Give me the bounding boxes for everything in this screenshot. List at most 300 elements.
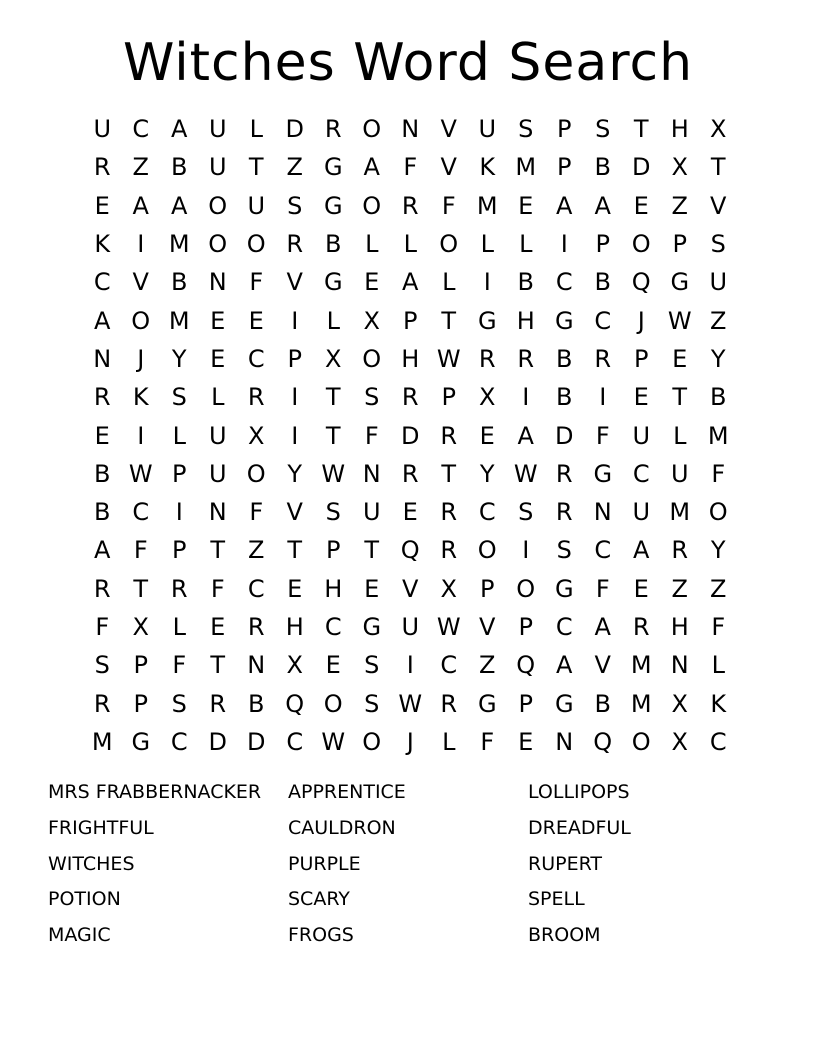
grid-letter: C [478, 498, 496, 527]
grid-letter: F [595, 574, 610, 603]
word-list-item: LOLLIPOPS [528, 781, 630, 803]
grid-letter: W [321, 459, 346, 488]
grid-letter: R [632, 613, 650, 641]
grid-letter: T [133, 574, 149, 603]
word-list-item: DREADFUL [528, 816, 631, 839]
grid-letter: A [633, 536, 650, 565]
grid-letter: U [93, 115, 112, 144]
grid-letter: T [248, 153, 264, 182]
word-list-item: RUPERT [528, 852, 602, 875]
grid-letter: W [436, 613, 461, 641]
grid-letter: S [710, 230, 726, 259]
grid-letter: L [211, 383, 225, 412]
grid-letter: M [168, 230, 190, 259]
grid-letter: I [291, 421, 299, 450]
grid-letter: O [631, 230, 651, 259]
grid-letter: E [325, 651, 341, 680]
grid-letter: A [594, 613, 611, 641]
grid-letter: S [364, 689, 380, 718]
grid-letter: L [519, 230, 533, 259]
grid-letter: T [364, 536, 380, 565]
word-list-item: SCARY [288, 888, 350, 911]
grid-letter: V [440, 153, 457, 182]
grid-letter: T [672, 383, 688, 412]
grid-letter: J [406, 727, 414, 756]
grid-letter: R [93, 153, 111, 182]
grid-letter: R [440, 536, 458, 565]
grid-letter: A [171, 191, 188, 220]
grid-letter: B [248, 689, 265, 718]
grid-letter: X [286, 651, 303, 680]
grid-letter: Z [671, 574, 688, 603]
grid-letter: F [172, 651, 187, 680]
grid-letter: R [555, 459, 573, 488]
grid-letter: H [670, 115, 689, 144]
grid-letter: Z [671, 191, 688, 220]
grid-letter: U [362, 498, 381, 527]
grid-letter: C [594, 306, 612, 335]
grid-letter: R [170, 574, 188, 603]
grid-letter: O [362, 344, 382, 373]
grid-letter: R [247, 613, 265, 641]
grid-letter: R [247, 383, 265, 412]
grid-letter: J [137, 344, 145, 373]
grid-letter: I [291, 306, 299, 335]
grid-letter: N [247, 651, 266, 680]
grid-letter: F [403, 153, 418, 182]
grid-letter: C [247, 574, 265, 603]
grid-letter: R [440, 689, 458, 718]
grid-letter: Z [248, 536, 265, 565]
grid-letter: G [554, 306, 574, 335]
grid-letter: G [131, 727, 151, 756]
grid-letter: T [633, 115, 649, 144]
grid-letter: E [633, 383, 649, 412]
grid-letter: U [208, 459, 227, 488]
grid-letter: I [175, 498, 183, 527]
grid-letter: B [594, 268, 611, 297]
grid-letter: E [364, 574, 380, 603]
grid-letter: E [94, 421, 110, 450]
grid-letter: E [210, 306, 226, 335]
grid-letter: O [246, 230, 266, 259]
grid-letter: R [671, 536, 689, 565]
grid-letter: Z [479, 651, 496, 680]
grid-letter: M [168, 306, 190, 335]
grid-letter: N [401, 115, 420, 144]
grid-letter: I [560, 230, 568, 259]
grid-letter: P [133, 651, 148, 680]
word-list-item: PURPLE [288, 852, 361, 875]
grid-letter: D [208, 727, 227, 756]
grid-letter: A [94, 306, 111, 335]
grid-letter: S [556, 536, 572, 565]
grid-letter: B [325, 230, 342, 259]
grid-letter: Y [171, 344, 187, 373]
grid-letter: L [442, 268, 456, 297]
grid-letter: L [403, 230, 417, 259]
grid-letter: C [709, 727, 727, 756]
grid-letter: Z [710, 306, 727, 335]
grid-letter: X [710, 115, 727, 144]
grid-letter: F [210, 574, 225, 603]
grid-letter: E [518, 191, 534, 220]
grid-letter: T [441, 306, 457, 335]
grid-letter: U [208, 153, 227, 182]
grid-letter: R [478, 344, 496, 373]
grid-letter: U [478, 115, 497, 144]
grid-letter: V [402, 574, 419, 603]
grid-letter: R [209, 689, 227, 718]
grid-letter: X [671, 727, 688, 756]
grid-letter: C [170, 727, 188, 756]
grid-letter: N [362, 459, 381, 488]
grid-letter: R [401, 383, 419, 412]
grid-letter: M [515, 153, 537, 182]
grid-letter: E [210, 613, 226, 641]
grid-letter: T [210, 651, 226, 680]
grid-letter: L [673, 421, 687, 450]
grid-letter: M [476, 191, 498, 220]
grid-letter: G [554, 574, 574, 603]
grid-letter: F [95, 613, 110, 641]
grid-letter: I [483, 268, 491, 297]
grid-letter: M [630, 651, 652, 680]
grid-letter: O [246, 459, 266, 488]
grid-letter: R [324, 115, 342, 144]
grid-letter: O [708, 498, 728, 527]
grid-letter: R [440, 421, 458, 450]
grid-letter: P [403, 306, 418, 335]
grid-letter: W [128, 459, 153, 488]
grid-letter: U [208, 115, 227, 144]
grid-letter: A [171, 115, 188, 144]
grid-letter: E [518, 727, 534, 756]
grid-letter: Q [631, 268, 651, 297]
grid-letter: H [324, 574, 343, 603]
grid-letter: F [711, 613, 726, 641]
grid-letter: A [556, 651, 573, 680]
grid-letter: M [630, 689, 652, 718]
grid-letter: Q [516, 651, 536, 680]
grid-letter: H [285, 613, 304, 641]
grid-letter: R [93, 689, 111, 718]
grid-letter: L [365, 230, 379, 259]
grid-letter: P [441, 383, 456, 412]
grid-letter: G [323, 268, 343, 297]
grid-letter: I [522, 383, 530, 412]
grid-letter: V [440, 115, 457, 144]
grid-letter: O [477, 536, 497, 565]
grid-letter: K [132, 383, 149, 412]
grid-letter: S [94, 651, 110, 680]
grid-letter: Q [285, 689, 305, 718]
grid-letter: V [286, 498, 303, 527]
grid-letter: P [172, 536, 187, 565]
grid-letter: W [398, 689, 423, 718]
grid-letter: E [94, 191, 110, 220]
page-title: Witches Word Search [122, 33, 694, 93]
grid-letter: Y [710, 536, 726, 565]
grid-letter: V [286, 268, 303, 297]
grid-letter: O [208, 191, 228, 220]
grid-letter: T [287, 536, 303, 565]
grid-letter: V [479, 613, 496, 641]
grid-letter: I [599, 383, 607, 412]
grid-letter: X [132, 613, 149, 641]
grid-letter: Z [710, 574, 727, 603]
grid-letter: B [710, 383, 727, 412]
grid-letter: P [557, 153, 572, 182]
grid-letter: P [287, 344, 302, 373]
grid-letter: P [326, 536, 341, 565]
grid-letter: S [171, 689, 187, 718]
grid-letter: V [710, 191, 727, 220]
grid-letter: S [364, 383, 380, 412]
word-list-item: SPELL [528, 888, 585, 911]
grid-letter: I [406, 651, 414, 680]
grid-letter: O [631, 727, 651, 756]
grid-letter: B [594, 153, 611, 182]
grid-letter: R [517, 344, 535, 373]
grid-letter: G [362, 613, 382, 641]
grid-letter: G [477, 306, 497, 335]
grid-letter: P [672, 230, 687, 259]
grid-letter: P [557, 115, 572, 144]
grid-letter: A [94, 536, 111, 565]
grid-letter: T [325, 421, 341, 450]
grid-letter: S [595, 115, 611, 144]
grid-letter: P [172, 459, 187, 488]
grid-letter: M [669, 498, 691, 527]
grid-letter: U [632, 498, 651, 527]
grid-letter: F [364, 421, 379, 450]
grid-letter: G [323, 153, 343, 182]
grid-letter: R [401, 191, 419, 220]
grid-letter: E [633, 574, 649, 603]
grid-letter: C [555, 268, 573, 297]
grid-letter: X [363, 306, 380, 335]
grid-letter: E [672, 344, 688, 373]
grid-letter: U [709, 268, 728, 297]
grid-letter: L [172, 613, 186, 641]
word-list-item: BROOM [528, 924, 601, 947]
grid-letter: X [248, 421, 265, 450]
word-list-item: MAGIC [48, 924, 111, 947]
grid-letter: F [133, 536, 148, 565]
grid-letter: Z [286, 153, 303, 182]
grid-letter: R [93, 383, 111, 412]
grid-letter: F [249, 268, 264, 297]
grid-letter: C [324, 613, 342, 641]
grid-letter: O [131, 306, 151, 335]
grid-letter: M [91, 727, 113, 756]
grid-letter: P [133, 689, 148, 718]
grid-letter: S [518, 498, 534, 527]
grid-letter: K [94, 230, 111, 259]
grid-letter: O [208, 230, 228, 259]
grid-letter: L [442, 727, 456, 756]
grid-letter: N [93, 344, 112, 373]
grid-letter: V [132, 268, 149, 297]
grid-letter: F [249, 498, 264, 527]
grid-letter: C [247, 344, 265, 373]
grid-letter: N [670, 651, 689, 680]
grid-letter: U [670, 459, 689, 488]
grid-letter: C [440, 651, 458, 680]
grid-letter: A [132, 191, 149, 220]
grid-letter: E [479, 421, 495, 450]
grid-letter: Q [400, 536, 420, 565]
grid-letter: X [671, 153, 688, 182]
grid-letter: H [401, 344, 420, 373]
grid-letter: I [137, 421, 145, 450]
grid-letter: C [286, 727, 304, 756]
grid-letter: O [362, 727, 382, 756]
letter-grid [83, 110, 738, 761]
grid-letter: B [94, 459, 111, 488]
grid-letter: C [632, 459, 650, 488]
word-list-item: CAULDRON [288, 816, 396, 839]
word-list [48, 775, 768, 954]
grid-letter: C [594, 536, 612, 565]
grid-letter: X [671, 689, 688, 718]
grid-letter: B [556, 383, 573, 412]
grid-letter: L [326, 306, 340, 335]
grid-letter: G [323, 191, 343, 220]
grid-letter: I [137, 230, 145, 259]
grid-letter: W [436, 344, 461, 373]
grid-letter: A [556, 191, 573, 220]
grid-letter: R [440, 498, 458, 527]
grid-letter: A [517, 421, 534, 450]
grid-letter: G [593, 459, 613, 488]
grid-letter: L [480, 230, 494, 259]
grid-letter: R [555, 498, 573, 527]
grid-letter: O [362, 191, 382, 220]
grid-letter: R [93, 574, 111, 603]
word-list-item: FROGS [288, 924, 354, 947]
grid-letter: P [634, 344, 649, 373]
grid-letter: N [208, 498, 227, 527]
grid-letter: M [707, 421, 729, 450]
grid-letter: C [93, 268, 111, 297]
grid-letter: O [439, 230, 459, 259]
grid-letter: S [325, 498, 341, 527]
grid-letter: F [711, 459, 726, 488]
grid-letter: O [362, 115, 382, 144]
grid-letter: G [477, 689, 497, 718]
grid-letter: A [594, 191, 611, 220]
grid-letter: C [132, 498, 150, 527]
grid-letter: T [210, 536, 226, 565]
grid-letter: P [518, 613, 533, 641]
grid-letter: R [401, 459, 419, 488]
grid-letter: R [594, 344, 612, 373]
grid-letter: B [94, 498, 111, 527]
grid-letter: D [555, 421, 574, 450]
grid-letter: O [516, 574, 536, 603]
grid-letter: B [594, 689, 611, 718]
word-list-item: WITCHES [48, 852, 135, 875]
grid-letter: W [667, 306, 692, 335]
grid-letter: P [480, 574, 495, 603]
grid-letter: R [286, 230, 304, 259]
grid-letter: Q [593, 727, 613, 756]
grid-letter: A [402, 268, 419, 297]
grid-letter: E [402, 498, 418, 527]
grid-letter: B [556, 344, 573, 373]
grid-letter: W [513, 459, 538, 488]
grid-letter: G [554, 689, 574, 718]
grid-letter: H [670, 613, 689, 641]
grid-letter: N [208, 268, 227, 297]
grid-letter: Y [479, 459, 495, 488]
grid-letter: C [555, 613, 573, 641]
grid-letter: K [710, 689, 727, 718]
grid-letter: B [517, 268, 534, 297]
grid-letter: U [401, 613, 420, 641]
grid-letter: D [632, 153, 651, 182]
grid-letter: E [248, 306, 264, 335]
grid-letter: S [364, 651, 380, 680]
grid-letter: E [210, 344, 226, 373]
grid-letter: E [287, 574, 303, 603]
grid-letter: A [363, 153, 380, 182]
grid-letter: T [710, 153, 726, 182]
grid-letter: Y [710, 344, 726, 373]
grid-letter: J [637, 306, 645, 335]
word-list-item: MRS FRABBERNACKER [48, 781, 262, 803]
grid-letter: Z [132, 153, 149, 182]
grid-letter: X [479, 383, 496, 412]
grid-letter: B [171, 268, 188, 297]
word-list-item: APPRENTICE [288, 781, 406, 803]
grid-letter: W [321, 727, 346, 756]
grid-letter: D [247, 727, 266, 756]
grid-letter: P [595, 230, 610, 259]
grid-letter: X [325, 344, 342, 373]
grid-letter: I [522, 536, 530, 565]
grid-letter: D [285, 115, 304, 144]
grid-letter: N [593, 498, 612, 527]
grid-letter: L [172, 421, 186, 450]
grid-letter: G [670, 268, 690, 297]
grid-letter: L [249, 115, 263, 144]
grid-letter: S [518, 115, 534, 144]
grid-letter: T [325, 383, 341, 412]
word-list-item: FRIGHTFUL [48, 816, 154, 839]
grid-letter: E [364, 268, 380, 297]
grid-letter: U [208, 421, 227, 450]
grid-letter: F [441, 191, 456, 220]
grid-letter: K [479, 153, 496, 182]
grid-letter: U [247, 191, 266, 220]
grid-letter: H [516, 306, 535, 335]
grid-letter: C [132, 115, 150, 144]
grid-letter: X [440, 574, 457, 603]
word-list-item: POTION [48, 888, 121, 911]
grid-letter: S [287, 191, 303, 220]
grid-letter: P [518, 689, 533, 718]
grid-letter: N [555, 727, 574, 756]
grid-letter: Y [287, 459, 303, 488]
grid-letter: F [595, 421, 610, 450]
grid-letter: S [171, 383, 187, 412]
grid-letter: V [594, 651, 611, 680]
grid-letter: T [441, 459, 457, 488]
grid-letter: F [480, 727, 495, 756]
